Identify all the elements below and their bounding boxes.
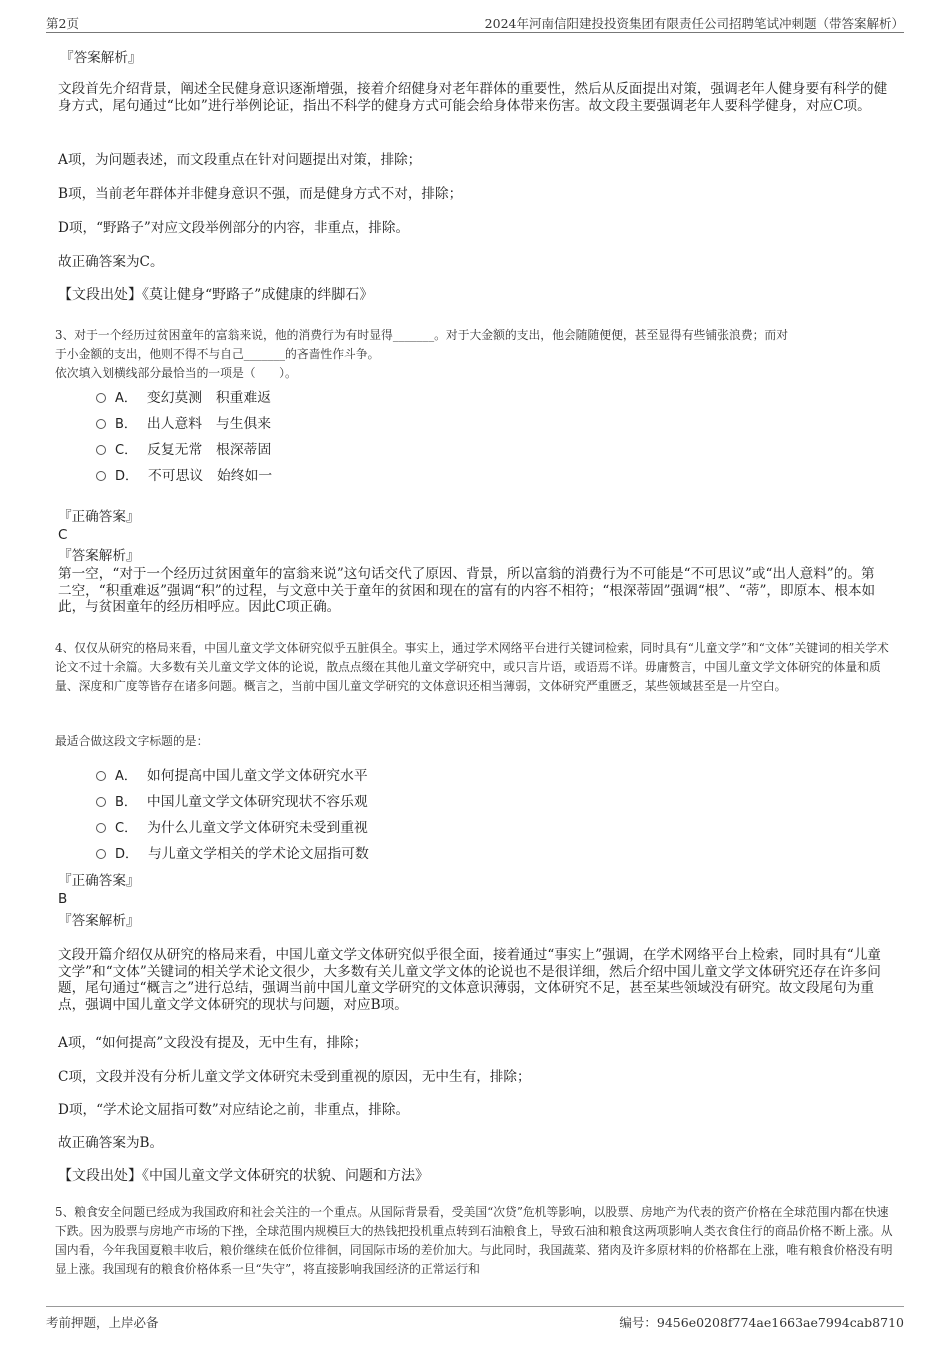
q3-analysis-text: 第一空，“对于一个经历过贫困童年的富翁来说”这句话交代了原因、背景，所以富翁的消费行为不可能是“不可思议”或“出人意料”的。第二空，“积重难返”强调“积”的过程，与文意中关于童年的贫困和现在的富有的内容不相符；“根深蒂固”强调“根”、“蒂”，即原本、根本如此，与贫困童年的经历相呼应。因此C项正确。 [58, 566, 876, 615]
q4-option-b[interactable]: B． 中国儿童文学文体研究现状不容乐观 [96, 793, 368, 812]
q4-c-note: C项，文段并没有分析儿童文学文体研究未受到重视的原因，无中生有，排除； [58, 1069, 531, 1085]
page-number: 第2页 [46, 16, 79, 31]
q2-conclusion: 故正确答案为C。 [58, 254, 164, 270]
q4-correct-answer: B [58, 891, 68, 907]
q2-b-note: B项，当前老年群体并非健身意识不强，而是健身方式不对，排除； [58, 186, 463, 202]
q4-conclusion: 故正确答案为B。 [58, 1135, 164, 1151]
q3-analysis-label: 『答案解析』 [58, 548, 140, 564]
q5-stem: 5、粮食安全问题已经成为我国政府和社会关注的一个重点。从国际背景看，受美国“次贷”危机等影响，以股票、房地产为代表的资产价格在全球范围内都在快速下跌。因为股票与房地产市场的下挫，全球范围内规模巨大的热钱把投机重点转到石油粮食上，导致石油和粮食这两项影响人类衣食住行的商品价格不断上涨。从国内看，今年我国夏粮丰收后，粮价继续在低价位徘徊，同国际市场的差价加大。与此同时，我国蔬菜、猪肉及许多原材料的价格都在上涨，唯有粮食价格没有明显上涨。我国现有的粮食价格体系一旦“失守”，将直接影响我国经济的正常运行和 [55, 1205, 893, 1276]
radio-button[interactable] [96, 797, 106, 807]
q4-prompt: 最适合做这段文字标题的是： [55, 734, 209, 748]
q2-a-note: A项，为问题表述，而文段重点在针对问题提出对策，排除； [58, 152, 422, 168]
document-title: 2024年河南信阳建投投资集团有限责任公司招聘笔试冲刺题（带答案解析） [484, 16, 904, 31]
radio-button[interactable] [96, 849, 106, 859]
q4-analysis-text: 文段开篇介绍仅从研究的格局来看，中国儿童文学文体研究似乎很全面，接着通过“事实上”强调，在学术网络平台上检索，同时具有“儿童文学”和“文体”关键词的相关学术论文很少，大多数有关儿童文学文体的论说也不是很详细，然后介绍中国儿童文学文体研究还存在许多问题，尾句通过“概言之”进行总结，强调当前中国儿童文学研究的文体意识薄弱，文体研究不足，甚至某些领域没有研究。故文段尾句为重点，强调中国儿童文学文体研究的现状与问题，对应B项。 [58, 947, 881, 1013]
document-code: 编号：9456e0208f774ae1663ae7994cab8710 [619, 1315, 904, 1330]
q3-option-b[interactable]: B． 出人意料 与生俱来 [96, 415, 271, 434]
q3-option-d[interactable]: D． 不可思议 始终如一 [96, 467, 272, 486]
q3-option-c[interactable]: C． 反复无常 根深蒂固 [96, 441, 271, 460]
q4-option-d[interactable]: D． 与儿童文学相关的学术论文屈指可数 [96, 845, 369, 864]
q4-analysis-label: 『答案解析』 [58, 913, 140, 929]
page-header [46, 12, 904, 33]
q4-correct-label: 『正确答案』 [58, 873, 140, 889]
q4-option-c[interactable]: C． 为什么儿童文学文体研究未受到重视 [96, 819, 368, 838]
q2-analysis-label: 『答案解析』 [60, 50, 142, 66]
radio-button[interactable] [96, 419, 106, 429]
q3-option-a[interactable]: A． 变幻莫测 积重难返 [96, 389, 271, 408]
q3-prompt: 依次填入划横线部分最恰当的一项是（ ）。 [55, 366, 297, 380]
q2-analysis-text: 文段首先介绍背景，阐述全民健身意识逐渐增强，接着介绍健身对老年群体的重要性，然后从反面提出对策，强调老年人健身要有科学的健身方式，尾句通过“比如”进行举例论证，指出不科学的健身方式可能会给身体带来伤害。故文段主要强调老年人要科学健身，对应C项。 [58, 81, 888, 114]
radio-button[interactable] [96, 445, 106, 455]
q2-d-note: D项，“野路子”对应文段举例部分的内容，非重点，排除。 [58, 220, 410, 236]
q3-correct-answer: C [58, 527, 68, 543]
page-footer [46, 1306, 904, 1329]
q3-stem-line-2: 于小金额的支出，他则不得不与自己_______的吝啬性作斗争。 [55, 347, 380, 361]
q3-correct-label: 『正确答案』 [58, 509, 140, 525]
radio-button[interactable] [96, 393, 106, 403]
q4-a-note: A项，“如何提高”文段没有提及，无中生有，排除； [58, 1035, 368, 1051]
radio-button[interactable] [96, 471, 106, 481]
q4-d-note: D项，“学术论文屈指可数”对应结论之前，非重点，排除。 [58, 1102, 410, 1118]
radio-button[interactable] [96, 823, 106, 833]
q4-stem: 4、仅仅从研究的格局来看，中国儿童文学文体研究似乎五脏俱全。事实上，通过学术网络平台进行关键词检索，同时具有“儿童文学”和“文体”关键词的相关学术论文不过十余篇。大多数有关儿童文学文体的论说，散点点缀在其他儿童文学研究中，或只言片语，或语焉不详。毋庸赘言，中国儿童文学文体研究的体量和质量、深度和广度等皆存在诸多问题。概言之，当前中国儿童文学研究的文体意识还相当薄弱，文体研究严重匮乏，某些领域甚至是一片空白。 [55, 641, 889, 693]
q3-stem-line-1: 3、对于一个经历过贫困童年的富翁来说，他的消费行为有时显得_______。对于大金额的支出，他会随随便便，甚至显得有些铺张浪费；而对 [55, 328, 789, 342]
footer-slogan: 考前押题，上岸必备 [46, 1315, 159, 1330]
q4-source: 【文段出处】《中国儿童文学文体研究的状貌、问题和方法》 [58, 1168, 429, 1184]
q4-option-a[interactable]: A． 如何提高中国儿童文学文体研究水平 [96, 767, 368, 786]
radio-button[interactable] [96, 771, 106, 781]
q2-source: 【文段出处】《莫让健身“野路子”成健康的绊脚石》 [58, 287, 374, 303]
